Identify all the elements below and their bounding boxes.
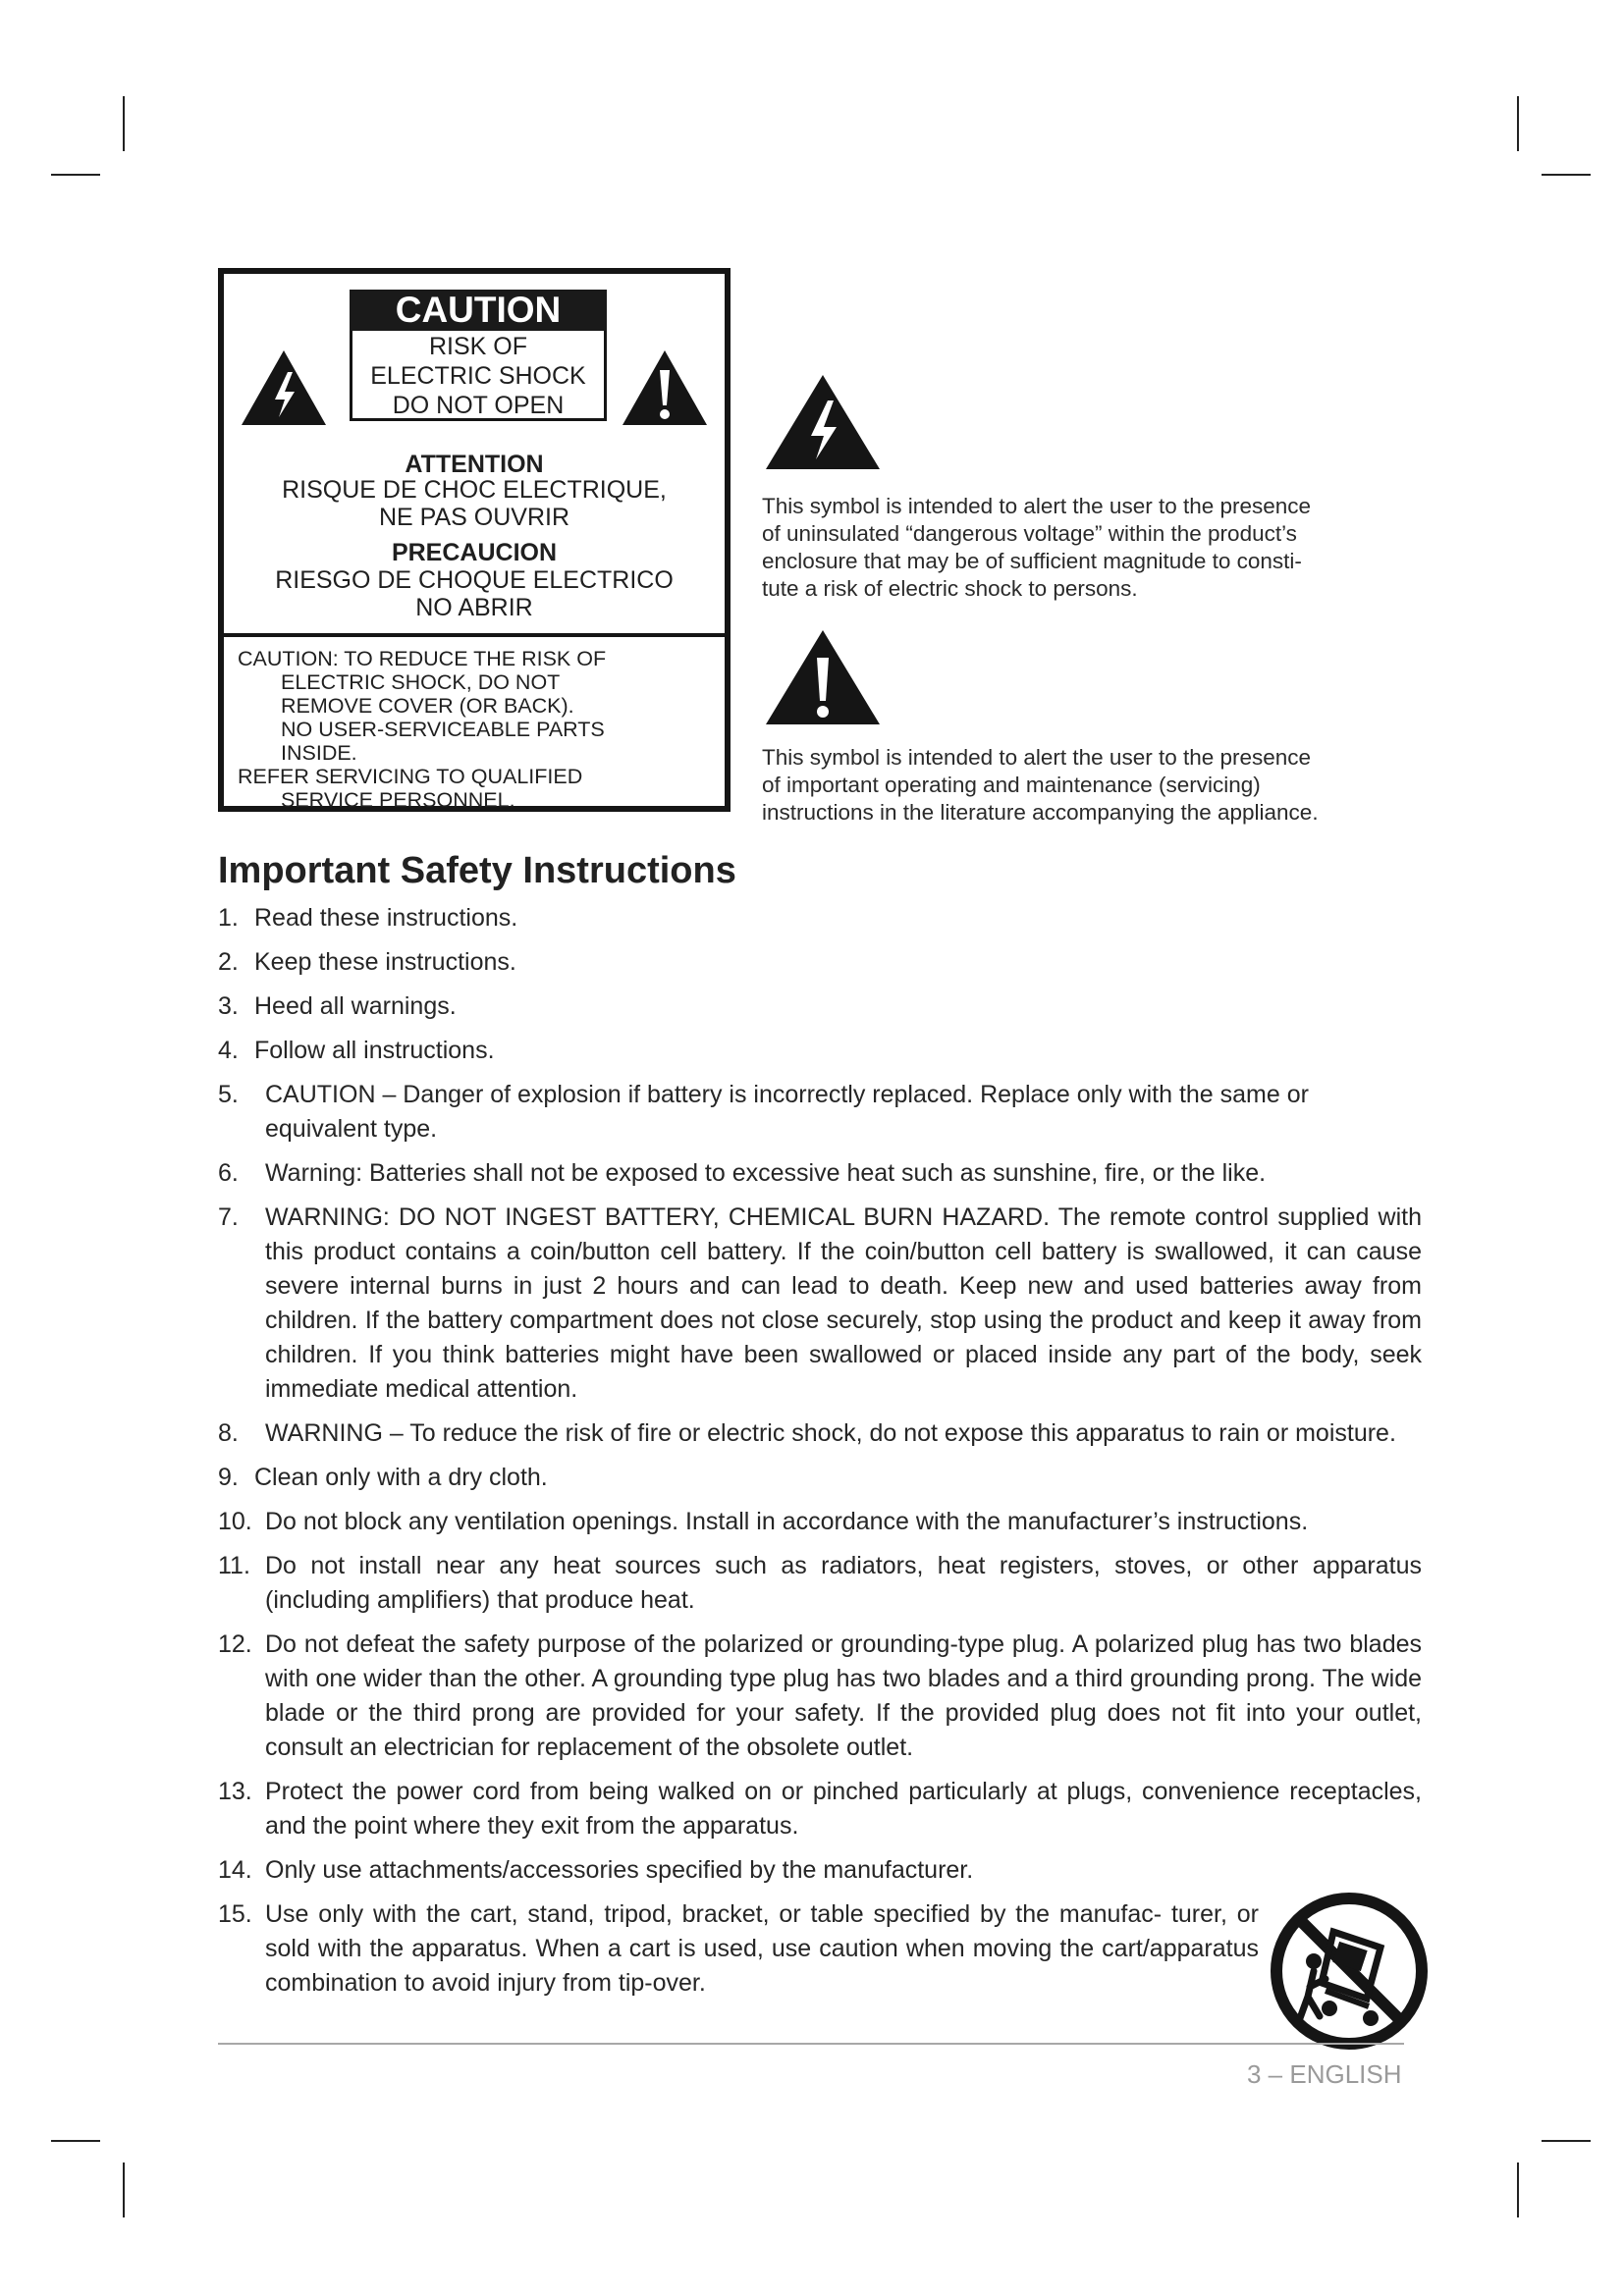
list-item (218, 1156, 1422, 1191)
item-text: Protect the power cord from being walked on or pinched particularly at plugs, convenience receptacles, and the point where they exit from the apparatus. (265, 1778, 1422, 1840)
attention-line: NE PAS OUVRIR (378, 504, 570, 531)
caution-label (218, 268, 731, 812)
page-number: 3 – ENGLISH (1247, 2059, 1402, 2089)
crop-mark (1542, 174, 1591, 176)
item-text: Only use attachments/accessories specified by the manufacturer. (265, 1856, 974, 1884)
description-line: enclosure that may be of sufficient magnitude to consti- (762, 549, 1302, 573)
description-line: of important operating and maintenance (servicing) (762, 773, 1261, 797)
caution-risk-box (350, 331, 607, 421)
list-item (218, 901, 1422, 935)
list-item (218, 1078, 1422, 1147)
list-item (218, 1628, 1422, 1765)
item-number: 7. (218, 1203, 239, 1231)
warning-line: CAUTION: TO REDUCE THE RISK OF (238, 647, 607, 670)
caution-label-top (224, 274, 725, 633)
item-text: Warning: Batteries shall not be exposed to excessive heat such as sunshine, fire, or the like. (265, 1159, 1267, 1187)
crop-mark (1542, 2140, 1591, 2142)
caution-line: ELECTRIC SHOCK (370, 362, 586, 390)
item-text: CAUTION – Danger of explosion if battery is incorrectly replaced. Replace only with the same or equivalent type. (265, 1081, 1309, 1143)
list-item (218, 1505, 1422, 1539)
footer-divider (218, 2043, 1404, 2045)
warning-line: SERVICE PERSONNEL. (281, 788, 515, 812)
precaucion-line: RIESGO DE CHOQUE ELECTRICO (275, 566, 674, 594)
precaucion-line: NO ABRIR (415, 594, 533, 621)
caution-warning-text (238, 647, 719, 812)
cart-tip-over-warning-icon (1271, 1893, 1428, 2055)
item-text: Do not block any ventilation openings. Install in accordance with the manufacturer’s instructions. (265, 1508, 1309, 1535)
item-number: 1. (218, 904, 239, 932)
list-item (218, 1897, 1259, 2001)
caution-divider (224, 633, 725, 637)
exclamation-warning-icon (621, 348, 709, 432)
description-line: instructions in the literature accompanying the appliance. (762, 800, 1319, 825)
item-number: 2. (218, 948, 239, 976)
list-item (218, 1853, 1422, 1888)
exclamation-symbol-icon (764, 628, 882, 731)
lightning-symbol-description (762, 493, 1410, 603)
lightning-warning-icon (240, 348, 328, 432)
list-item (218, 945, 1422, 980)
attention-heading: ATTENTION (405, 451, 544, 478)
list-item (218, 1775, 1422, 1843)
list-item (218, 1461, 1422, 1495)
item-text: WARNING – To reduce the risk of fire or electric shock, do not expose this apparatus to rain or moisture. (265, 1419, 1396, 1447)
exclamation-symbol-description (762, 744, 1410, 827)
warning-line: NO USER-SERVICEABLE PARTS (281, 718, 605, 741)
item-text: Do not defeat the safety purpose of the polarized or grounding-type plug. A polarized plug has two blades with one wider than the other. A grounding type plug has two blades and a third grounding prong. The wide blade or the third prong are provided for your safety. If the provided plug does not fit into your outlet, consult an electrician for replacement of the obsolete outlet. (265, 1630, 1422, 1761)
item-text: Keep these instructions. (254, 948, 516, 976)
caution-line: RISK OF (428, 333, 527, 360)
item-number: 9. (218, 1464, 239, 1491)
item-text: Heed all warnings. (254, 992, 457, 1020)
item-number: 13. (218, 1778, 252, 1805)
list-item (218, 1549, 1422, 1618)
list-item (218, 1034, 1422, 1068)
item-number: 5. (218, 1081, 239, 1108)
item-text: Follow all instructions. (254, 1037, 495, 1064)
warning-line: INSIDE. (281, 741, 357, 765)
item-text: WARNING: DO NOT INGEST BATTERY, CHEMICAL BURN HAZARD. The remote control supplied with this product contains a coin/button cell battery. If the coin/button cell battery is swallowed, it can cause severe internal burns in just 2 hours and can lead to death. Keep new and used batteries away from children. If the battery compartment does not close securely, stop using the product and keep it away from children. If you think batteries might have been swallowed or placed inside any part of the body, seek immediate medical attention. (265, 1203, 1422, 1403)
description-line: This symbol is intended to alert the user to the presence (762, 745, 1312, 770)
crop-mark (51, 2140, 100, 2142)
caution-line: DO NOT OPEN (392, 392, 565, 419)
precaucion-heading: PRECAUCION (391, 539, 558, 566)
safety-instructions-list (218, 901, 1422, 2010)
item-number: 4. (218, 1037, 239, 1064)
list-item (218, 1201, 1422, 1407)
item-number: 15. (218, 1900, 252, 1928)
item-text: Use only with the cart, stand, tripod, bracket, or table specified by the manufac- turer, or sold with the apparatus. When a cart is used, use caution when moving the cart/apparatus combination to avoid injury from tip-over. (265, 1900, 1259, 1997)
description-line: of uninsulated “dangerous voltage” within the product’s (762, 521, 1297, 546)
attention-line: RISQUE DE CHOC ELECTRIQUE, (282, 476, 667, 504)
item-number: 8. (218, 1419, 239, 1447)
warning-line: REFER SERVICING TO QUALIFIED (238, 765, 583, 788)
item-text: Read these instructions. (254, 904, 518, 932)
crop-mark (123, 2163, 125, 2217)
safety-heading: Important Safety Instructions (218, 850, 736, 891)
warning-line: REMOVE COVER (OR BACK). (281, 694, 574, 718)
item-number: 10. (218, 1508, 252, 1535)
item-number: 6. (218, 1159, 239, 1187)
crop-mark (123, 96, 125, 151)
item-text: Clean only with a dry cloth. (254, 1464, 548, 1491)
item-number: 14. (218, 1856, 252, 1884)
item-number: 12. (218, 1630, 252, 1658)
crop-mark (1517, 2163, 1519, 2217)
item-text: Do not install near any heat sources such as radiators, heat registers, stoves, or other apparatus (including amplifiers) that produce heat. (265, 1552, 1422, 1614)
item-number: 3. (218, 992, 239, 1020)
list-item (218, 1416, 1422, 1451)
warning-line: ELECTRIC SHOCK, DO NOT (281, 670, 561, 694)
description-line: tute a risk of electric shock to persons. (762, 576, 1138, 601)
crop-mark (1517, 96, 1519, 151)
caution-title: CAUTION (350, 290, 607, 331)
lightning-symbol-icon (764, 373, 882, 476)
item-number: 11. (218, 1552, 250, 1579)
description-line: This symbol is intended to alert the user to the presence (762, 494, 1312, 518)
crop-mark (51, 174, 100, 176)
list-item (218, 989, 1422, 1024)
